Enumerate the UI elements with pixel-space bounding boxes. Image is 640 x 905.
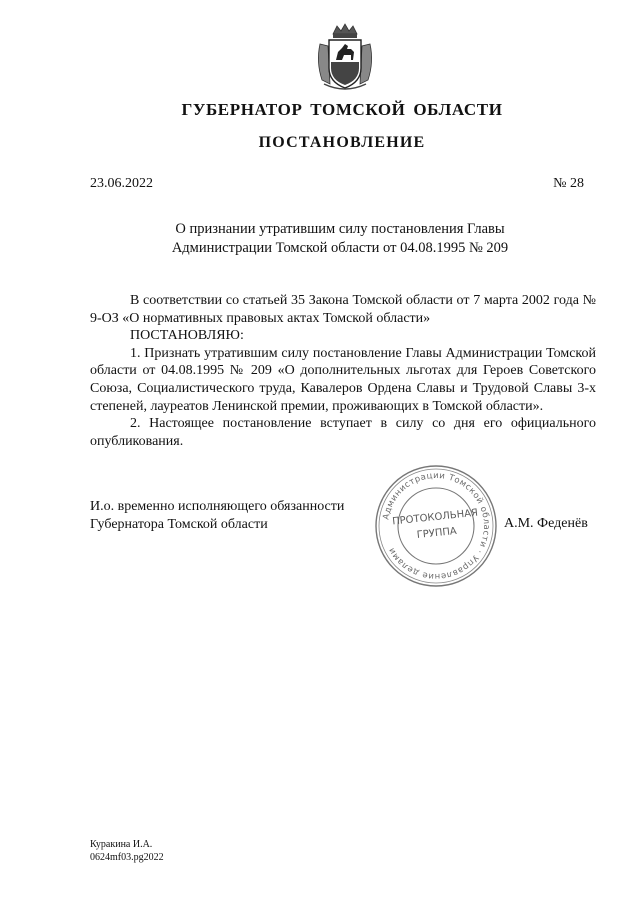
decree-word: ПОСТАНОВЛЯЮ:	[130, 328, 244, 344]
document-body	[90, 292, 596, 450]
stamp-ring-text: Администрации Томской области · Управление делами	[381, 470, 492, 582]
document-date: 23.06.2022	[90, 176, 153, 191]
issuing-authority: ГУБЕРНАТОР ТОМСКОЙ ОБЛАСТИ	[181, 100, 503, 119]
clause-2: 2. Настоящее постановление вступает в силу со дня его официального опубликования.	[90, 416, 596, 449]
clause-1: 1. Признать утратившим силу постановление Главы Администрации Томской области от 04.08.1995 № 209 «О дополнительных льготах для Героев Советского Союза, Социалистического труда, Кавалеров Ордена Славы и Трудовой Славы 3-х степеней, лауреатов Ленинской премии, проживающих в Томской области».	[90, 345, 596, 414]
document-type: ПОСТАНОВЛЕНИЕ	[258, 134, 426, 151]
subject-line: Администрации Томской области от 04.08.1995 № 209	[171, 240, 509, 256]
subject-line: О признании утратившим силу постановления Главы	[175, 221, 505, 237]
document-subject	[130, 220, 550, 258]
executor-name: Куракина И.А.	[90, 839, 153, 850]
signatory-name: А.М. Феденёв	[504, 516, 588, 531]
coat-of-arms-icon	[314, 22, 376, 92]
stamp-inner-text: ГРУППА	[416, 525, 458, 542]
stamp-inner-text: ПРОТОКОЛЬНАЯ	[391, 507, 479, 528]
intro-paragraph: В соответствии со статьей 35 Закона Томской области от 7 марта 2002 года № 9-ОЗ «О нормативных правовых актах Томской области»	[90, 293, 596, 326]
signatory-position	[90, 498, 344, 534]
document-footer	[90, 838, 164, 864]
document-number: № 28	[553, 176, 584, 191]
position-line: Губернатора Томской области	[90, 517, 268, 532]
official-stamp	[372, 462, 500, 590]
position-line: И.о. временно исполняющего обязанности	[90, 499, 345, 514]
file-code: 0624mf03.pg2022	[90, 852, 164, 863]
